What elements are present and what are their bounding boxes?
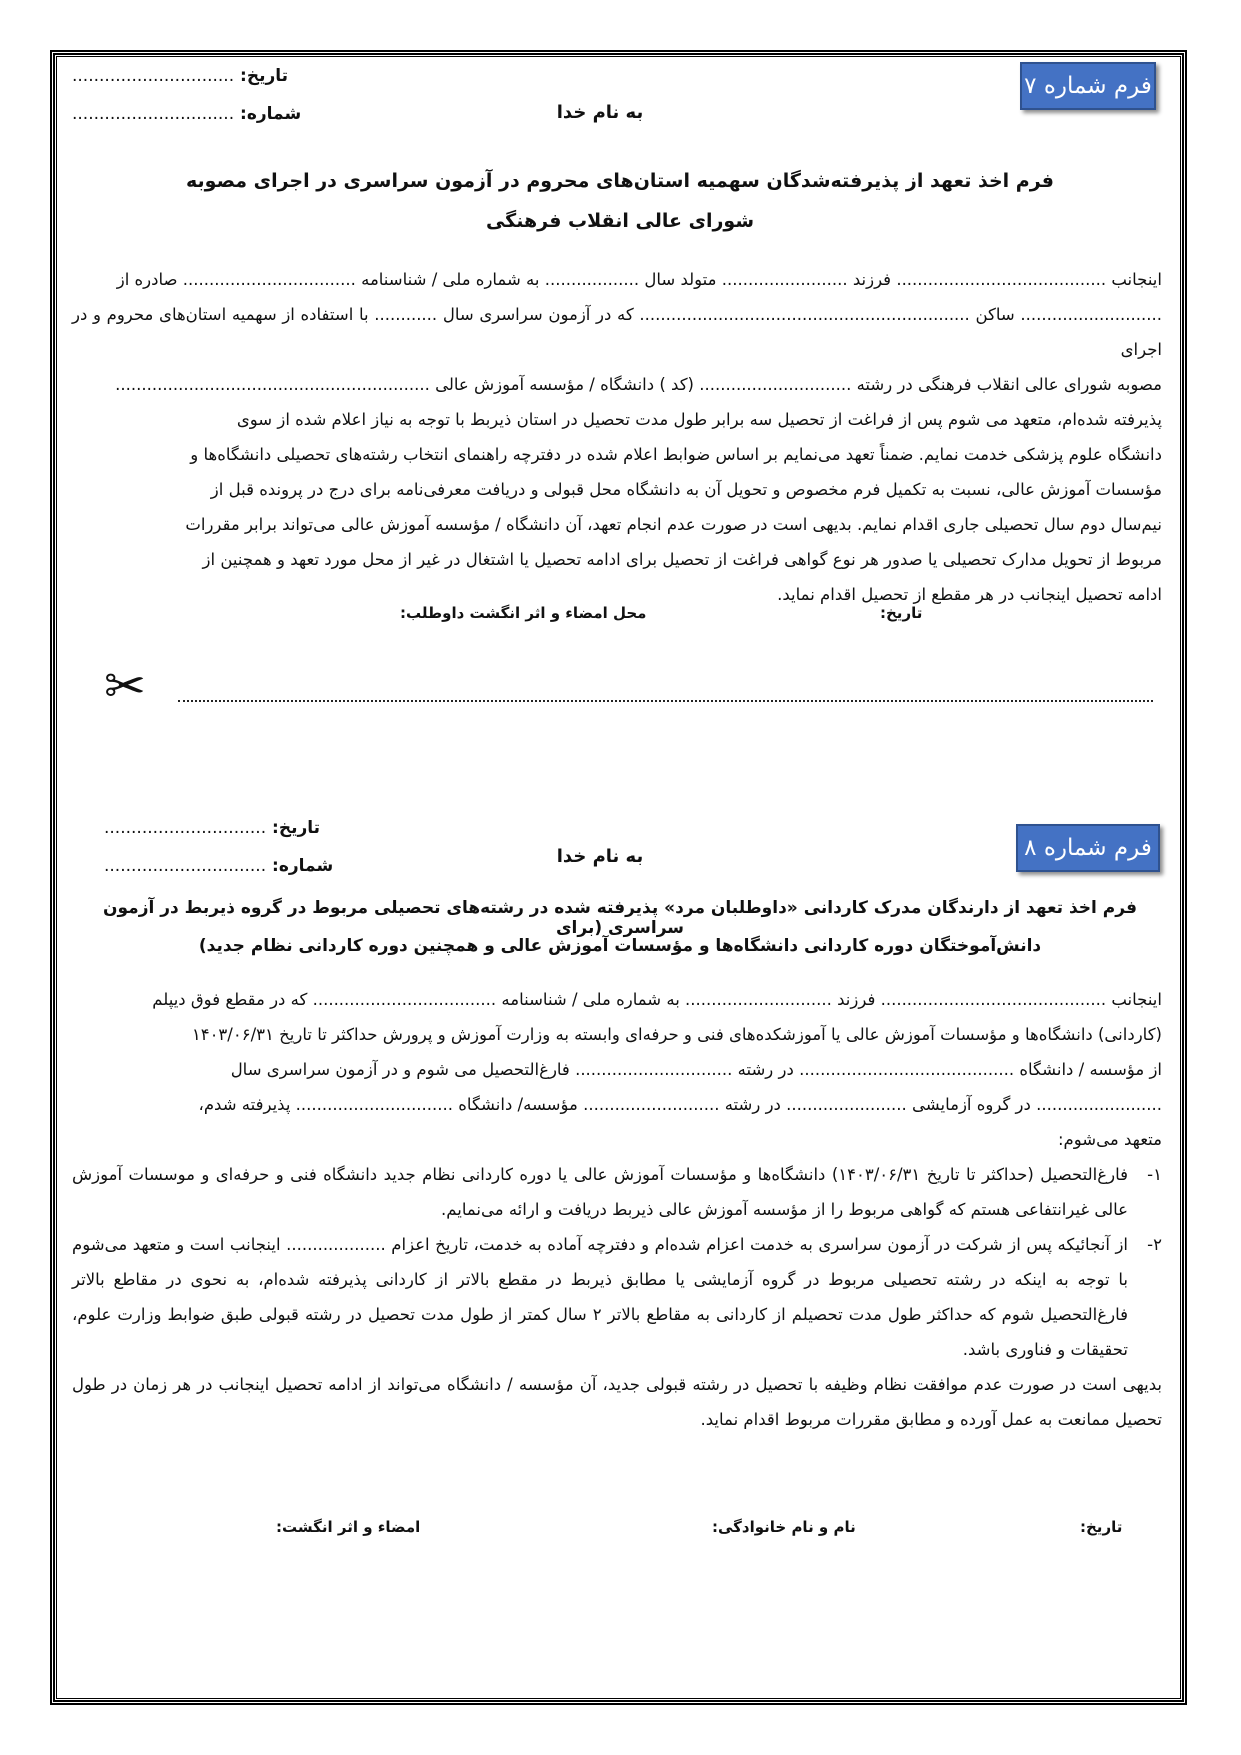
form8-bismillah: به نام خدا: [556, 846, 644, 867]
form8-sig-sign: امضاء و اثر انگشت:: [276, 1518, 421, 1536]
form8-closing: بدیهی است در صورت عدم موافقت نظام وظیفه با تحصیل در رشته قبولی جدید، آن مؤسسه / دانشگاه می‌تواند از ادامه تحصیل اینجانب در هر زمان در طول تحصیل ممانعت به عمل آورده و مطابق مقررات مربوط اقدام نماید.: [72, 1375, 1162, 1429]
form8-number: [104, 856, 333, 876]
scissors-icon: ✂: [104, 657, 146, 715]
form8-date-label: تاریخ:: [272, 818, 321, 838]
form7-sig-place: محل امضاء و اثر انگشت داوطلب:: [400, 604, 647, 622]
form7-body: [72, 262, 1162, 612]
form7-date: [72, 66, 288, 86]
cut-line: [178, 700, 1153, 702]
form7-body-line: مربوط از تحویل مدارک تحصیلی یا صدور هر نوع گواهی فراغت از تحصیل برای ادامه تحصیل یا اشتغال در غیر از محل مورد تعهد و همچنین از: [202, 550, 1162, 569]
form8-date-dots: ..............................: [104, 818, 267, 838]
form7-body-line: ادامه تحصیل اینجانب در هر مقطع از تحصیل اقدام نماید.: [777, 585, 1162, 604]
form8-sig-name: نام و نام خانوادگی:: [712, 1518, 856, 1536]
form7-badge: فرم شماره ۷: [1020, 62, 1156, 110]
item-number: ۱-: [1147, 1165, 1162, 1184]
form7-body-line: مؤسسات آموزش عالی، نسبت به تکمیل فرم مخصوص و تحویل آن به دانشگاه محل قبولی و دریافت معرفی‌نامه برای درج در پرونده قبل از: [210, 480, 1162, 499]
item-number: ۲-: [1147, 1235, 1162, 1254]
form7-number-label: شماره:: [240, 104, 302, 124]
form7-body-line: پذیرفته شده‌ام، متعهد می شوم پس از فراغت از تحصیل سه برابر طول مدت تحصیل در استان ذیربط با توجه به نیاز اعلام شده از سوی: [236, 410, 1162, 429]
form7-title-line2: شورای عالی انقلاب فرهنگی: [485, 210, 755, 232]
form8-body-line: (کاردانی) دانشگاه‌ها و مؤسسات آموزش عالی یا آموزشکده‌های فنی و حرفه‌ای وابسته به وزارت آموزش و پرورش حداکثر تا تاریخ ۱۴۰۳/۰۶/۳۱: [191, 1025, 1162, 1044]
form8-title-line1: فرم اخذ تعهد از دارندگان مدرک کاردانی «داوطلبان مرد» پذیرفته شده در رشته‌های تحصیلی مربوط در گروه ذیربط در آزمون سراسری (برای: [103, 898, 1137, 938]
form7-body-line: نیم‌سال دوم سال تحصیلی جاری اقدام نمایم. بدیهی است در صورت عدم انجام تعهد، آن دانشگاه / مؤسسه آموزش عالی می‌تواند برابر مقررات: [185, 515, 1162, 534]
form7-body-line: مصوبه شورای عالی انقلاب فرهنگی در رشته ............................. (کد ) دانشگاه / مؤسسه آموزش عالی ............................................................: [115, 375, 1162, 394]
form8-body-line: اینجانب ........................................... فرزند ............................ به شماره ملی / شناسنامه ................................... که در مقطع فوق دیپلم: [152, 990, 1162, 1009]
list-item: [72, 1227, 1162, 1367]
form7-date-dots: ..............................: [72, 66, 235, 86]
form7-body-line: ........................... ساکن ............................................................... که در آزمون سراسری سال ............ با استفاده از سهمیه استان‌های محروم و در اجرای: [72, 305, 1162, 359]
form7-number: [72, 104, 301, 124]
form7-title-line1: فرم اخذ تعهد از پذیرفته‌شدگان سهمیه استان‌های محروم در آزمون سراسری در اجرای مصوبه: [186, 170, 1054, 192]
form7-body-line: دانشگاه علوم پزشکی خدمت نمایم. ضمناً تعهد می‌نمایم بر اساس ضوابط اعلام شده در دفترچه راهنمای انتخاب رشته‌های تحصیلی دانشگاه‌ها و: [190, 445, 1162, 464]
item-text: فارغ‌التحصیل (حداکثر تا تاریخ ۱۴۰۳/۰۶/۳۱) دانشگاه‌ها و مؤسسات آموزش عالی یا دوره کاردانی نظام جدید دانشگاه فنی و حرفه‌ای و موسسات آموزش عالی غیرانتفاعی هستم که گواهی مربوط را از مؤسسه آموزش عالی ذیربط دریافت و ارائه می‌نمایم.: [72, 1165, 1128, 1219]
form7-body-line: اینجانب ........................................ فرزند ........................ متولد سال .................. به شماره ملی / شناسنامه ................................. صادره از: [116, 270, 1162, 289]
form8-badge: فرم شماره ۸: [1016, 824, 1160, 872]
form7-bismillah: به نام خدا: [556, 102, 644, 123]
form8-body-line: ........................ در گروه آزمایشی ....................... در رشته .......................... مؤسسه/ دانشگاه .............................. پذیرفته شدم،: [198, 1095, 1162, 1114]
form8-title-line2: دانش‌آموختگان دوره کاردانی دانشگاه‌ها و مؤسسات آموزش عالی و همچنین دوره کاردانی نظام جدید): [198, 936, 1042, 956]
form8-commitments: [72, 1157, 1162, 1367]
form8-body: [72, 982, 1162, 1437]
form7-date-label: تاریخ:: [240, 66, 289, 86]
form7-sig-date: تاریخ:: [880, 604, 923, 622]
form8-sig-date: تاریخ:: [1080, 1518, 1123, 1536]
form8-body-line: متعهد می‌شوم:: [1057, 1130, 1162, 1149]
form8-number-dots: ..............................: [104, 856, 267, 876]
list-item: [72, 1157, 1162, 1227]
form8-body-line: از مؤسسه / دانشگاه ......................................... در رشته .............................. فارغ‌التحصیل می شوم و در آزمون سراسری سال: [230, 1060, 1162, 1079]
item-text: از آنجائیکه پس از شرکت در آزمون سراسری به خدمت اعزام شده‌ام و دفترچه آماده به خدمت، تاریخ اعزام ................... اینجانب است و متعهد می‌شوم با توجه به اینکه در رشته تحصیلی مربوط در گروه آزمایشی یا مطابق ذیربط در مقطع بالاتر از کاردانی پذیرفته شده‌ام، به نحوی در مقاطع بالاتر فارغ‌التحصیل شوم که حداکثر طول مدت تحصیلم از کاردانی به مقاطع بالاتر ۲ سال کمتر از طول مدت تحصیل در رشته قبولی طبق ضوابط وزارت علوم، تحقیقات و فناوری باشد.: [72, 1235, 1128, 1359]
form8-date: [104, 818, 320, 838]
form8-number-label: شماره:: [272, 856, 334, 876]
form7-number-dots: ..............................: [72, 104, 235, 124]
